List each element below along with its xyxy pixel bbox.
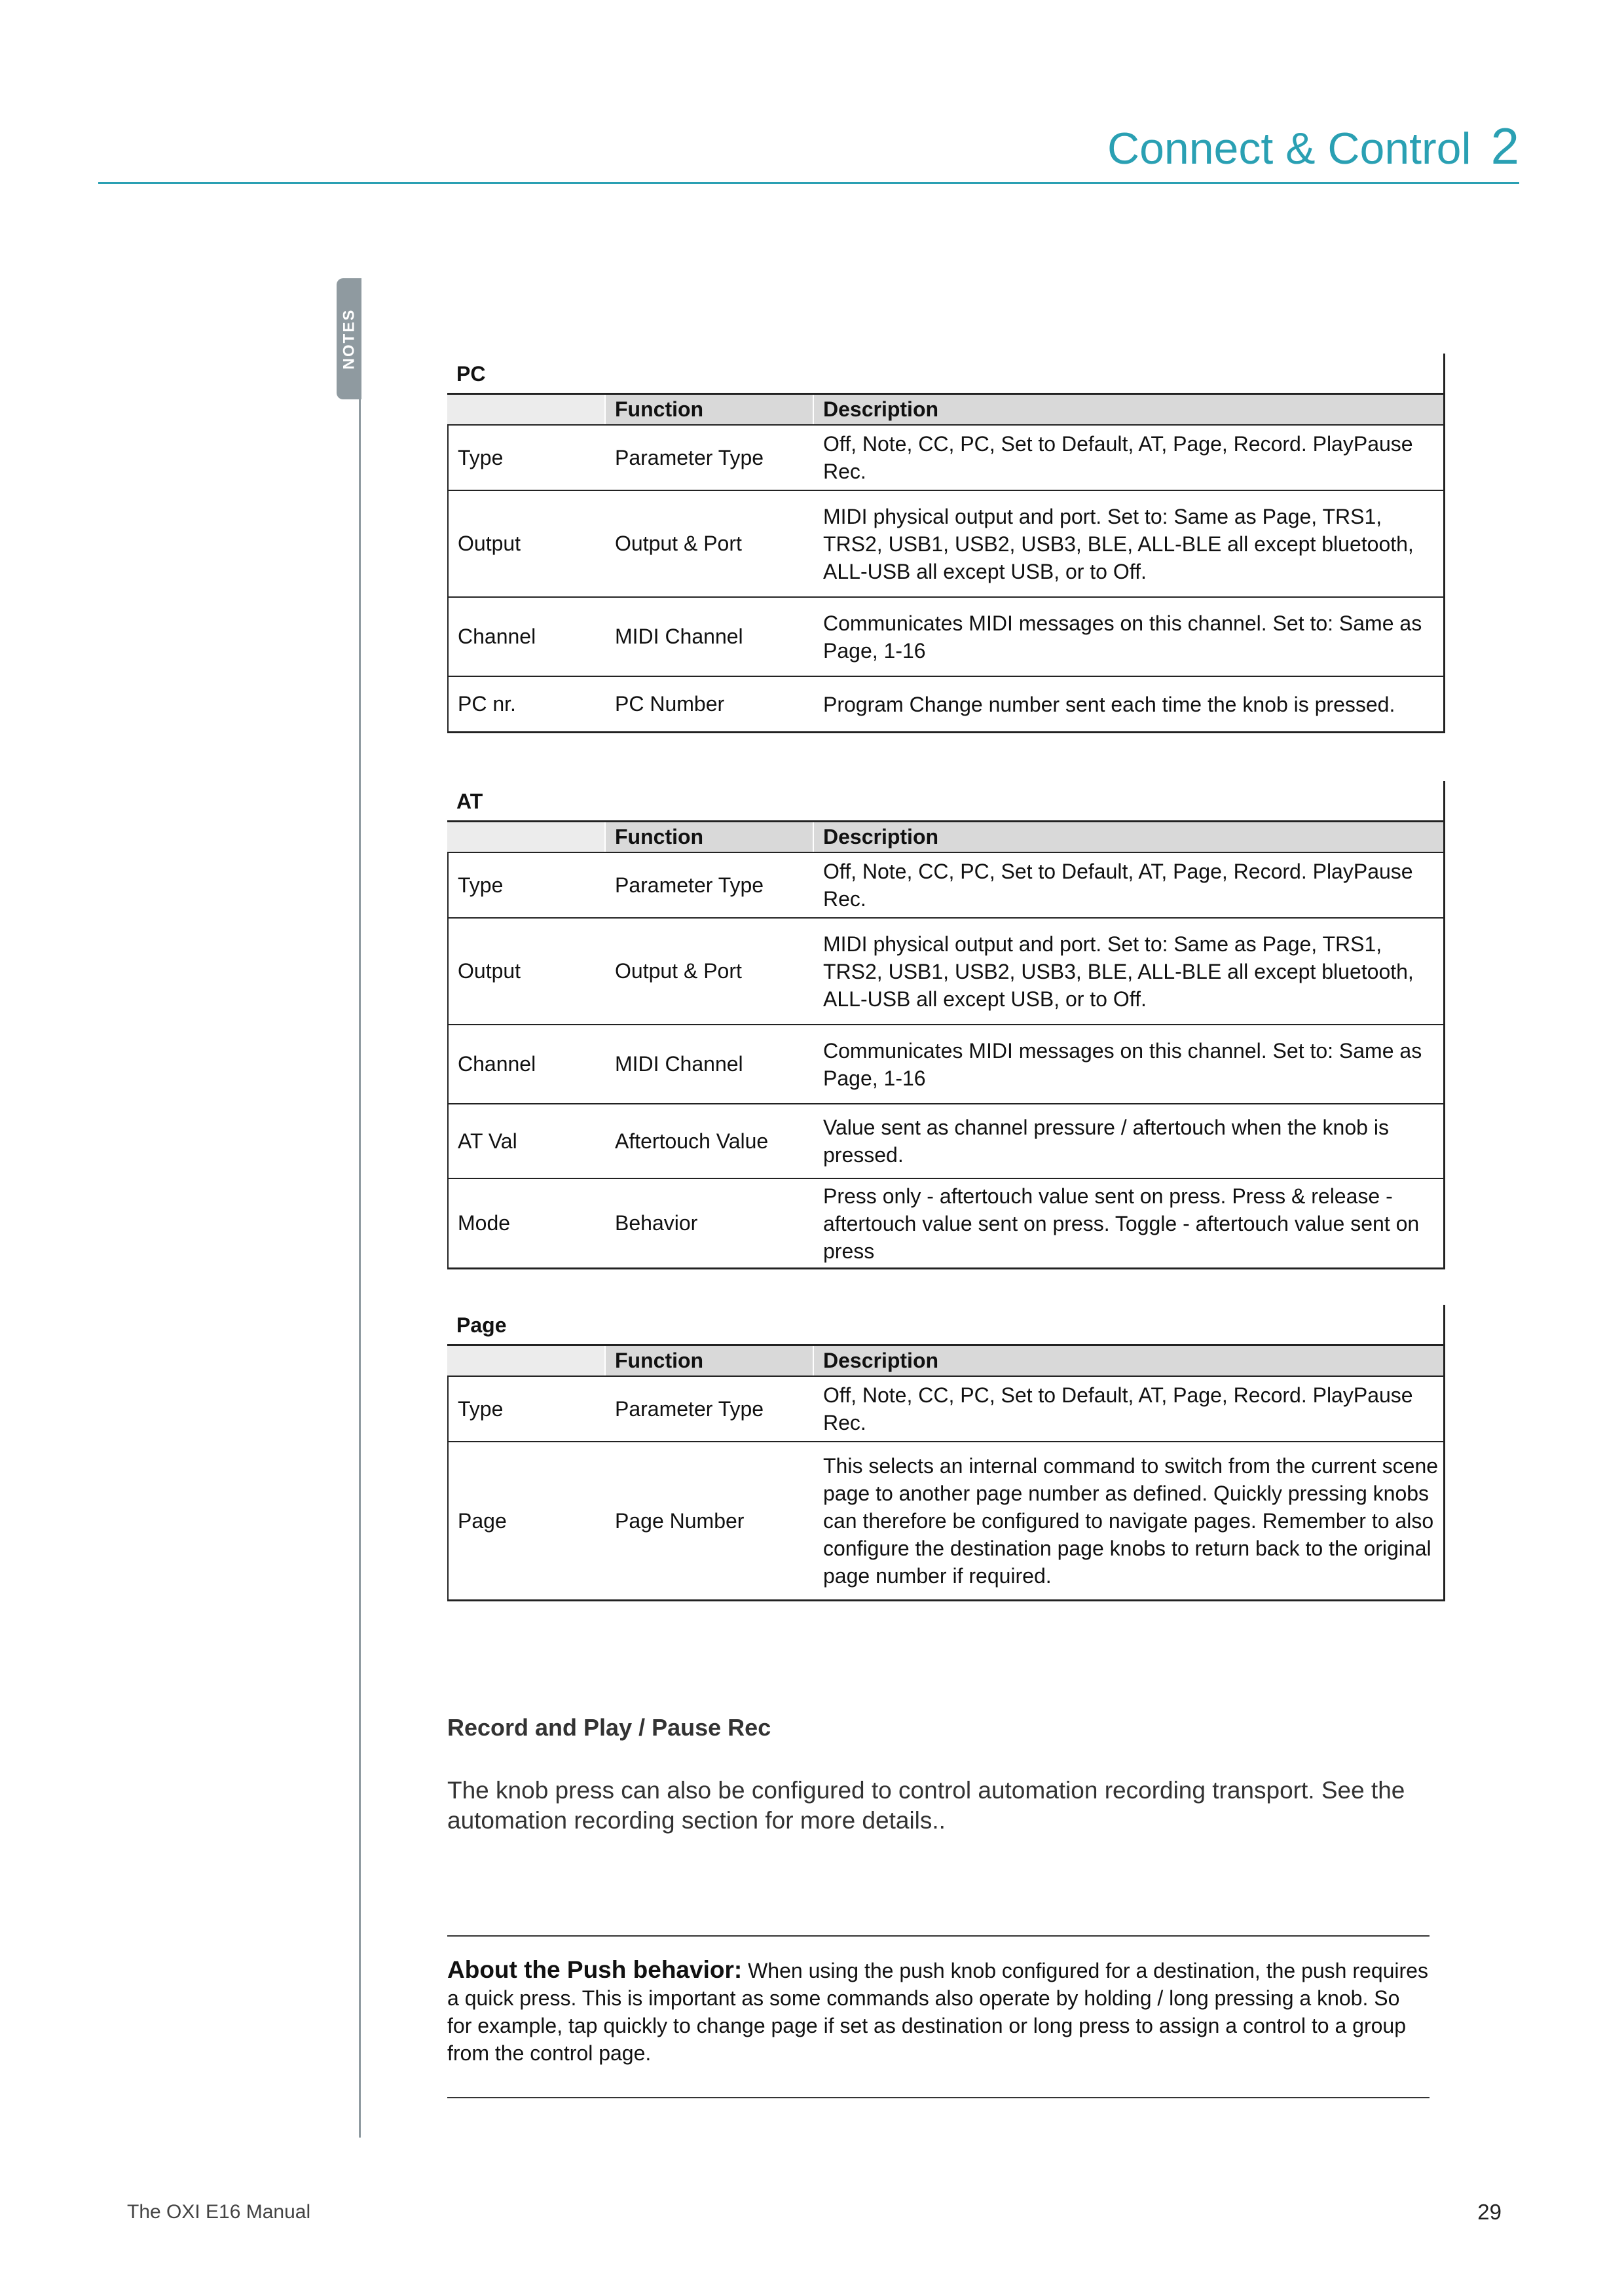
table-right-border xyxy=(1443,781,1445,1269)
at-table xyxy=(447,781,1445,1269)
row-description: Communicates MIDI messages on this channel. Set to: Same as Page, 1-16 xyxy=(823,1038,1422,1090)
table-row xyxy=(447,1179,1445,1269)
table-title: PC xyxy=(456,362,486,386)
table-row xyxy=(447,491,1445,598)
row-description: MIDI physical output and port. Set to: Same as Page, TRS1, TRS2, USB1, USB2, USB3, BLE, ALL-BLE all except bluetooth, ALL-USB all except USB, or to Off. xyxy=(823,504,1414,583)
row-function: Aftertouch Value xyxy=(615,1129,769,1153)
about-top-rule xyxy=(447,1935,1430,1937)
header-function: Function xyxy=(604,395,813,424)
row-description: Program Change number sent each time the knob is pressed. xyxy=(823,692,1395,716)
table-row xyxy=(447,426,1445,491)
row-description: Press only - aftertouch value sent on press. Press & release - aftertouch value sent on press. Toggle - aftertouch value sent on press xyxy=(823,1184,1420,1263)
row-name: Channel xyxy=(458,1052,536,1076)
row-name: Channel xyxy=(458,625,536,648)
row-description: Communicates MIDI messages on this channel. Set to: Same as Page, 1-16 xyxy=(823,611,1422,663)
row-function: MIDI Channel xyxy=(615,1052,743,1076)
row-description: Off, Note, CC, PC, Set to Default, AT, Page, Record. PlayPause Rec. xyxy=(823,1383,1413,1434)
table-row xyxy=(447,1104,1445,1179)
row-function: Behavior xyxy=(615,1211,698,1235)
header-description: Description xyxy=(813,395,1445,424)
row-name: Output xyxy=(458,532,521,555)
header-empty xyxy=(447,1346,604,1376)
row-function: MIDI Channel xyxy=(615,625,743,648)
table-title: Page xyxy=(456,1313,507,1337)
record-section-title: Record and Play / Pause Rec xyxy=(447,1714,771,1741)
row-name: Type xyxy=(458,1396,504,1421)
about-bottom-rule xyxy=(447,2097,1430,2098)
about-push-note xyxy=(447,1956,1430,2067)
about-text: When using the push knob configured for a destination, the push requires a quick press. This is important as some commands also operate by holding / long pressing a knob. So for example, tap quickly to change page if set as destination or long press to assign a control to a group from the control page. xyxy=(447,1959,1428,2065)
table-right-border xyxy=(1443,1305,1445,1601)
header-description: Description xyxy=(813,1346,1445,1376)
row-name: Mode xyxy=(458,1211,511,1235)
table-title: AT xyxy=(456,790,483,813)
header-empty xyxy=(447,395,604,424)
table-header xyxy=(447,820,1445,853)
table-row xyxy=(447,677,1445,733)
header-rule xyxy=(98,182,1519,184)
chapter-number: 2 xyxy=(1490,117,1519,175)
row-description: Value sent as channel pressure / aftertouch when the knob is pressed. xyxy=(823,1116,1389,1167)
header-function: Function xyxy=(604,1346,813,1376)
notes-label-wrap xyxy=(337,278,361,399)
row-description: MIDI physical output and port. Set to: Same as Page, TRS1, TRS2, USB1, USB2, USB3, BLE, ALL-BLE all except bluetooth, ALL-USB all except USB, or to Off. xyxy=(823,932,1414,1011)
chapter-title: Connect & Control xyxy=(1107,124,1471,173)
row-description: Off, Note, CC, PC, Set to Default, AT, Page, Record. PlayPause Rec. xyxy=(823,860,1413,911)
about-label: About the Push behavior: xyxy=(447,1956,743,1983)
notes-label: NOTES xyxy=(340,308,358,369)
row-name: PC nr. xyxy=(458,692,516,716)
row-function: Output & Port xyxy=(615,959,742,983)
page-number: 29 xyxy=(1477,2200,1502,2224)
header-function: Function xyxy=(604,822,813,852)
footer-manual-title: The OXI E16 Manual xyxy=(127,2201,311,2223)
row-description: Off, Note, CC, PC, Set to Default, AT, Page, Record. PlayPause Rec. xyxy=(823,432,1413,483)
row-name: AT Val xyxy=(458,1129,517,1153)
table-row xyxy=(447,598,1445,677)
table-row xyxy=(447,1377,1445,1442)
header-description: Description xyxy=(813,822,1445,852)
pc-table xyxy=(447,354,1445,733)
table-row xyxy=(447,1442,1445,1601)
row-function: Parameter Type xyxy=(615,873,764,897)
header-empty xyxy=(447,822,604,852)
row-name: Type xyxy=(458,445,504,469)
notes-margin-line xyxy=(359,278,361,2138)
row-name: Type xyxy=(458,873,504,897)
chapter-heading xyxy=(1107,117,1519,176)
row-function: Output & Port xyxy=(615,532,742,555)
row-name: Page xyxy=(458,1508,507,1533)
record-section-text: The knob press can also be configured to control automation recording transport. See the automation recording section for more details.. xyxy=(447,1777,1405,1834)
table-right-border xyxy=(1443,354,1445,733)
table-row xyxy=(447,919,1445,1025)
table-header xyxy=(447,393,1445,426)
row-function: Parameter Type xyxy=(615,1396,764,1421)
row-function: Page Number xyxy=(615,1508,745,1533)
table-row xyxy=(447,853,1445,919)
row-function: Parameter Type xyxy=(615,445,764,469)
row-function: PC Number xyxy=(615,692,725,716)
row-description: This selects an internal command to switch from the current scene page to another page number as defined. Quickly pressing knobs can therefore be configured to navigate pages. Remember to also configure the destination page knobs to return back to the original page number if required. xyxy=(823,1454,1439,1588)
page-table xyxy=(447,1305,1445,1601)
table-row xyxy=(447,1025,1445,1104)
row-name: Output xyxy=(458,959,521,983)
table-header xyxy=(447,1344,1445,1377)
